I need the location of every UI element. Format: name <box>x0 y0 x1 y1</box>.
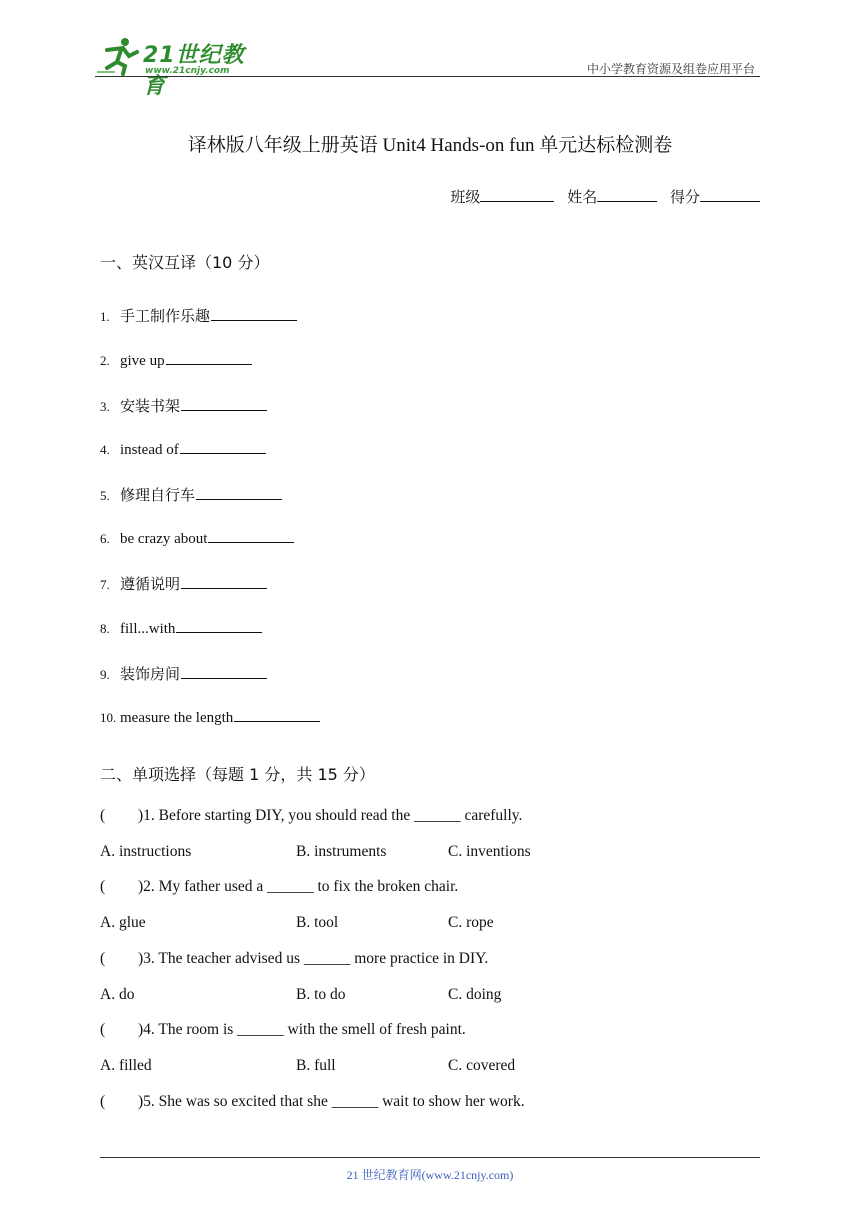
document-title: 译林版八年级上册英语 Unit4 Hands-on fun 单元达标检测卷 <box>187 135 673 156</box>
option-c: C. doing <box>448 986 502 1003</box>
answer-blank[interactable] <box>181 574 267 589</box>
name-field[interactable] <box>597 186 657 202</box>
option-a: A. filled <box>100 1057 152 1074</box>
list-item: 7. 遵循说明 <box>100 573 267 594</box>
answer-blank[interactable] <box>181 396 267 411</box>
class-label: 班级 <box>450 188 481 206</box>
answer-paren[interactable]: ( <box>100 950 106 967</box>
list-item: 8. fill...with <box>100 618 262 638</box>
list-item: 2. give up <box>100 350 252 370</box>
page-header <box>95 30 760 99</box>
option-c: C. covered <box>448 1057 516 1074</box>
list-item: 5. 修理自行车 <box>100 484 282 505</box>
option-c: C. inventions <box>448 843 531 860</box>
option-a: A. do <box>100 986 135 1003</box>
question-5: ( )5. She was so excited that she ______ wait to show her work. <box>100 1093 525 1110</box>
list-item: 10. measure the length <box>100 707 320 727</box>
question-1: ( )1. Before starting DIY, you should read the ______ carefully. <box>100 807 523 824</box>
answer-blank[interactable] <box>211 306 297 321</box>
platform-label: 中小学教育资源及组卷应用平台 <box>586 62 755 76</box>
answer-paren[interactable]: ( <box>100 878 106 895</box>
answer-blank[interactable] <box>166 350 252 365</box>
answer-paren[interactable]: ( <box>100 807 106 824</box>
option-b: B. to do <box>296 986 346 1003</box>
answer-blank[interactable] <box>208 528 294 543</box>
option-b: B. full <box>296 1057 336 1074</box>
list-item: 4. instead of <box>100 439 266 459</box>
question-4: ( )4. The room is ______ with the smell of fresh paint. <box>100 1021 466 1038</box>
list-item: 9. 装饰房间 <box>100 663 267 684</box>
student-info <box>450 186 760 207</box>
score-field[interactable] <box>700 186 760 202</box>
runner-icon <box>95 36 143 76</box>
option-a: A. instructions <box>100 843 192 860</box>
logo-url: www.21cnjy.com <box>145 66 230 76</box>
answer-blank[interactable] <box>181 664 267 679</box>
logo-text: 21世纪教育 <box>143 43 245 99</box>
answer-blank[interactable] <box>176 618 262 633</box>
section-1-title: 一、英汉互译（10 分） <box>100 253 270 272</box>
answer-blank[interactable] <box>180 439 266 454</box>
score-label: 得分 <box>669 188 700 206</box>
footer-link[interactable]: 21 世纪教育网(www.21cnjy.com) <box>346 1168 514 1182</box>
footer-divider <box>100 1157 760 1158</box>
name-label: 姓名 <box>567 188 598 206</box>
brand-logo <box>95 36 265 99</box>
list-item: 3. 安装书架 <box>100 395 267 416</box>
list-item: 6. be crazy about <box>100 528 294 548</box>
answer-blank[interactable] <box>234 707 320 722</box>
answer-paren[interactable]: ( <box>100 1093 106 1110</box>
question-2: ( )2. My father used a ______ to fix the broken chair. <box>100 878 459 895</box>
option-c: C. rope <box>448 914 494 931</box>
option-b: B. instruments <box>296 843 387 860</box>
answer-paren[interactable]: ( <box>100 1021 106 1038</box>
option-a: A. glue <box>100 914 146 931</box>
list-item: 1. 手工制作乐趣 <box>100 305 297 326</box>
header-divider <box>95 76 760 77</box>
option-b: B. tool <box>296 914 339 931</box>
answer-blank[interactable] <box>196 485 282 500</box>
class-field[interactable] <box>480 186 554 202</box>
section-2-title: 二、单项选择（每题 1 分，共 15 分） <box>100 765 375 784</box>
question-3: ( )3. The teacher advised us ______ more practice in DIY. <box>100 950 489 967</box>
